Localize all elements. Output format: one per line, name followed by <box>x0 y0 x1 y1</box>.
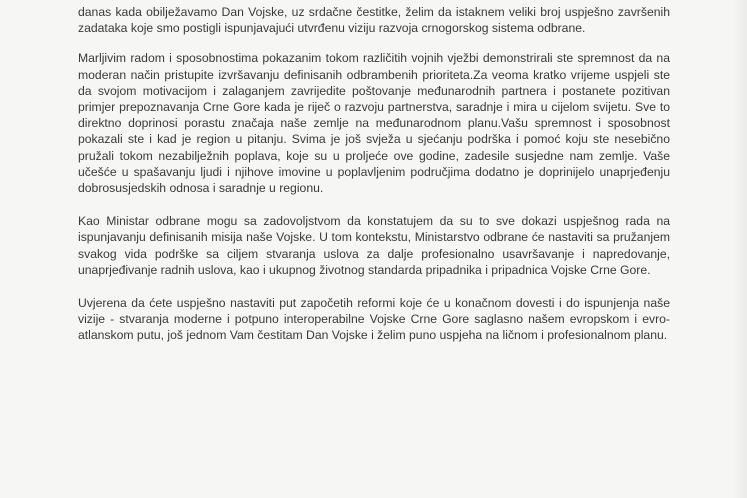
letter-body <box>78 4 670 344</box>
paragraph-closing: Uvjerena da ćete uspješno nastaviti put započetih reformi koje će u konačnom dovesti i do ispunjenja naše vizije - stvaranja moderne i potpuno interoperabilne Vojske Crne Gore saglasno našem evropskom i evro-atlanskom putu, još jednom Vam čestitam Dan Vojske i želim puno uspjeha na ličnom i profesionalnom planu. <box>78 296 670 343</box>
paragraph-achievements: Marljivim radom i sposobnostima pokazanim tokom različitih vojnih vježbi demonstrirali ste spremnost da na moderan način pristupite izvršavanju definisanih odbrambenih prioriteta.Za veoma kratko vrijeme uspjeli ste da svojom motivacijom i zalaganjem zavrijedite poštovanje međunarodnih partnera i postanete pozitivan primjer prepoznavanja Crne Gore kada je riječ o razvoju partnerstva, saradnje i mira u cijelom svijetu. Sve to direktno doprinosi porastu značaja naše zemlje na međunarodnom planu.Vašu spremnost i sposobnost pokazali ste i kad je region u pitanju. Svima je još svježa u sjećanju podrška i pomoć koju ste nesebično pružali tokom nezabilježnih poplava, koje su u proljeće ove godine, zadesile susjedne nam zemlje. Vaše učešće u spašavanju ljudi i njihove imovine u poplavljenim područjima dodatno je doprinijelo unaprjeđenju dobrosusjedskih odnosa i saradnje u regionu. <box>78 51 670 196</box>
paragraph-intro: danas kada obilježavamo Dan Vojske, uz srdačne čestitke, želim da istaknem veliki broj uspješno završenih zadataka koje smo postigli ispunjavajući utvrđenu viziju razvoja crnogorskog sistema odbrane. <box>78 5 670 36</box>
paragraph-ministry-support: Kao Ministar odbrane mogu sa zadovoljstvom da konstatujem da su to sve dokazi uspješnog rada na ispunjavanju definisanih misija naše Vojske. U tom kontekstu, Ministarstvo odbrane će nastaviti sa pružanjem svakog vida podrške sa ciljem stvaranja uslova za dalje profesionalno usavršavanje i napredovanje, unaprjeđivanje radnih uslova, kao i ukupnog životnog standarda pripadnika i pripadnica Vojske Crne Gore. <box>78 214 670 277</box>
page-edge-shadow <box>733 0 747 498</box>
